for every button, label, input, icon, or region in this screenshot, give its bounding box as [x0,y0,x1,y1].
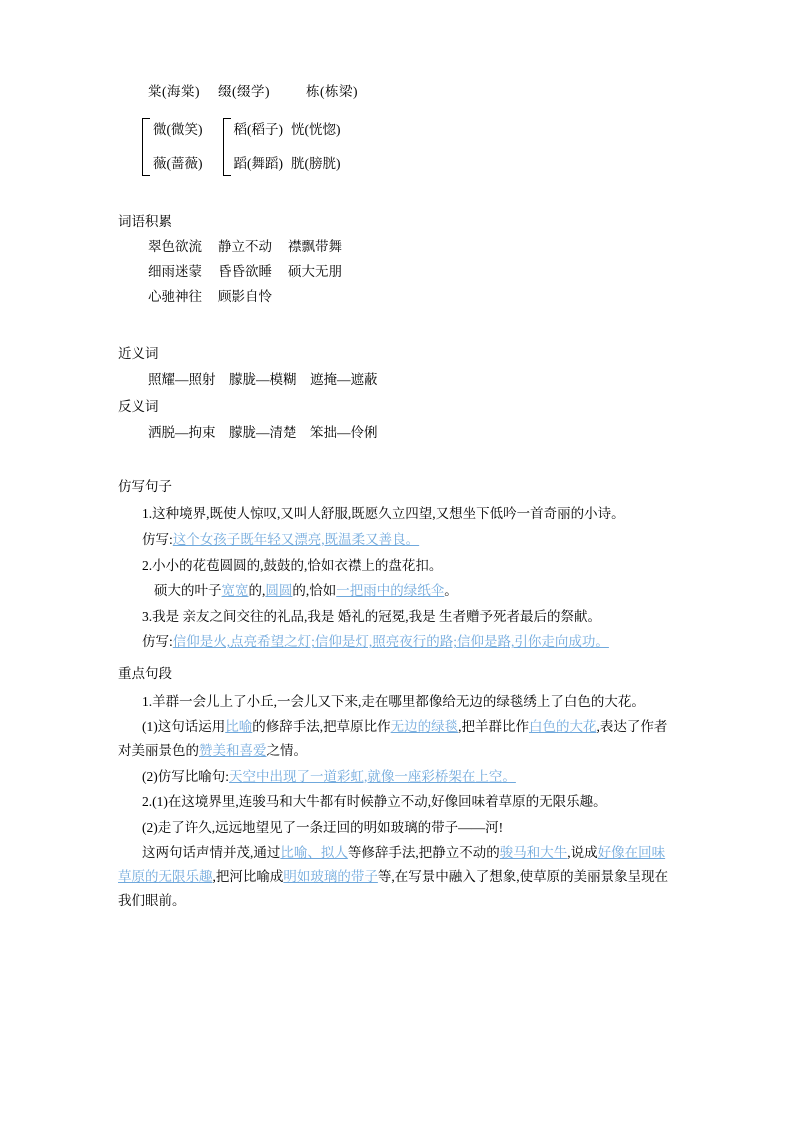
antonyms-line: 洒脱—拘束 朦胧—清楚 笨拙—伶俐 [148,425,378,440]
answer-blank: 一把雨中的绿纸伞 [336,583,445,599]
section-title-key-sentences: 重点句段 [118,666,172,681]
item-text: (1)在这境界里,连骏马和大牛都有时候静立不动,好像回味着草原的无限乐趣。 [152,794,607,810]
item-number: 1. [142,506,153,522]
answer-text: 这个女孩子既年轻又漂亮,既温柔又善良。 [172,531,420,547]
section-title-antonyms: 反义词 [118,399,159,415]
char-item: 缀(缀学) [218,84,270,99]
answer-blank: 赞美和喜爱 [199,742,267,758]
answer-text: 天空中出现了一道彩虹,就像一座彩桥架在上空。 [229,768,516,784]
item-number: 3. [142,608,153,624]
answer-text: 的,恰如 [292,583,337,599]
key-sentence-2-q2 [118,816,676,840]
document-content [118,80,676,912]
brace-icon [142,118,150,176]
key-sentence-1-quote [118,690,676,714]
section-title-synonyms: 近义词 [118,346,159,362]
word-line [148,260,676,284]
char-item: 恍(恍惚) [291,121,341,137]
answer-blank: 明如玻璃的带子 [283,869,378,884]
word-item: 硕大无朋 [288,263,342,279]
section-title-word-accumulation: 词语积累 [118,213,172,229]
imitate-answer-2 [118,579,676,603]
analysis-text: 之情。 [266,742,307,758]
char-item: 棠(海棠) [148,84,200,99]
imitate-item-2 [118,554,676,578]
plain-character-group [291,118,341,176]
char-item: 微(微笑) [153,121,203,137]
analysis-text: ,表达了作者对美丽景色的 [118,719,668,758]
answer-blank: 骏马和大牛 [499,845,568,861]
answer-blank: 圆圆 [265,583,293,599]
answer-text: 。 [444,583,458,599]
answer-label: 仿写: [142,634,173,650]
bracket-group-1 [142,118,203,176]
word-item: 翠色欲流 [148,239,202,255]
answer-blank: 比喻 [225,719,253,735]
analysis-text: 这两句话声情并茂,通过 [142,845,281,861]
analysis-text: 等,在写景中融入了想象,使草原的美丽景象呈现在我们眼前。 [118,869,669,908]
imitate-item-1 [118,502,676,526]
imitate-answer-1 [118,528,676,552]
answer-blank: 无边的绿毯 [390,719,459,735]
analysis-text: ,说成 [567,845,598,861]
key-sentence-2-q1 [118,790,676,814]
answer-text: 的, [248,583,266,599]
section-title-imitate: 仿写句子 [118,478,172,494]
analysis-text: ,把羊群比作 [458,719,529,735]
item-number: 1. [142,693,153,709]
word-item: 顾影自怜 [218,288,272,304]
bracket-character-groups [142,118,676,176]
analysis-text: 的修辞手法,把草原比作 [252,719,391,735]
answer-text: 信仰是火,点亮希望之灯;信仰是灯,照亮夜行的路;信仰是路,引你走向成功。 [172,634,609,650]
item-text: 我是 亲友之间交往的礼品,我是 婚礼的冠冕,我是 生者赠予死者最后的祭献。 [152,608,601,624]
answer-blank: 宽宽 [221,583,249,599]
word-item: 细雨迷蒙 [148,263,202,279]
analysis-text: 等修辞手法,把静立不动的 [347,845,500,861]
key-sentence-1-analysis [118,715,676,762]
word-item: 昏昏欲睡 [218,263,272,279]
brace-icon [223,118,231,176]
key-sentence-1-imitate [118,765,676,789]
answer-blank: 比喻、拟人 [280,845,348,861]
item-number: 2. [142,794,153,810]
analysis-text: ,把河比喻成 [212,869,284,884]
synonyms-line: 照耀—照射 朦胧—模糊 遮掩—遮蔽 [148,371,378,387]
char-item: 薇(蔷薇) [153,156,203,171]
character-row-1 [148,80,676,104]
imitate-answer-3 [118,630,676,654]
answer-blank: 白色的大花 [529,719,597,735]
word-line [148,235,676,259]
bracket-group-2 [223,118,284,176]
answer-prefix: 硕大的叶子 [154,583,222,599]
answer-label: 仿写: [142,531,173,547]
key-sentence-2-analysis [118,841,676,912]
word-item: 静立不动 [218,239,272,255]
item-text: 羊群一会儿上了小丘,一会儿又下来,走在哪里都像给无边的绿毯绣上了白色的大花。 [152,693,645,709]
char-item: 栋(栋梁) [306,84,358,99]
analysis-text: (1)这句话运用 [142,719,226,735]
item-text: (2)走了许久,远远地望见了一条迂回的明如玻璃的带子——河! [142,819,504,835]
answer-blank: 好像在回味草原的无限乐趣 [118,845,666,884]
imitate-item-3 [118,605,676,629]
char-item: 稻(稻子) [233,121,283,137]
char-item: 胱(膀胱) [291,156,341,171]
word-item: 心驰神往 [148,288,202,304]
item-text: 小小的花苞圆圆的,鼓鼓的,恰如衣襟上的盘花扣。 [152,557,443,573]
word-line [148,285,676,309]
word-item: 襟飘带舞 [288,239,342,255]
item-text: 这种境界,既使人惊叹,又叫人舒服,既愿久立四望,又想坐下低吟一首奇丽的小诗。 [152,506,625,522]
answer-label: (2)仿写比喻句: [142,768,229,784]
char-item: 蹈(舞蹈) [233,156,283,171]
item-number: 2. [142,557,153,573]
